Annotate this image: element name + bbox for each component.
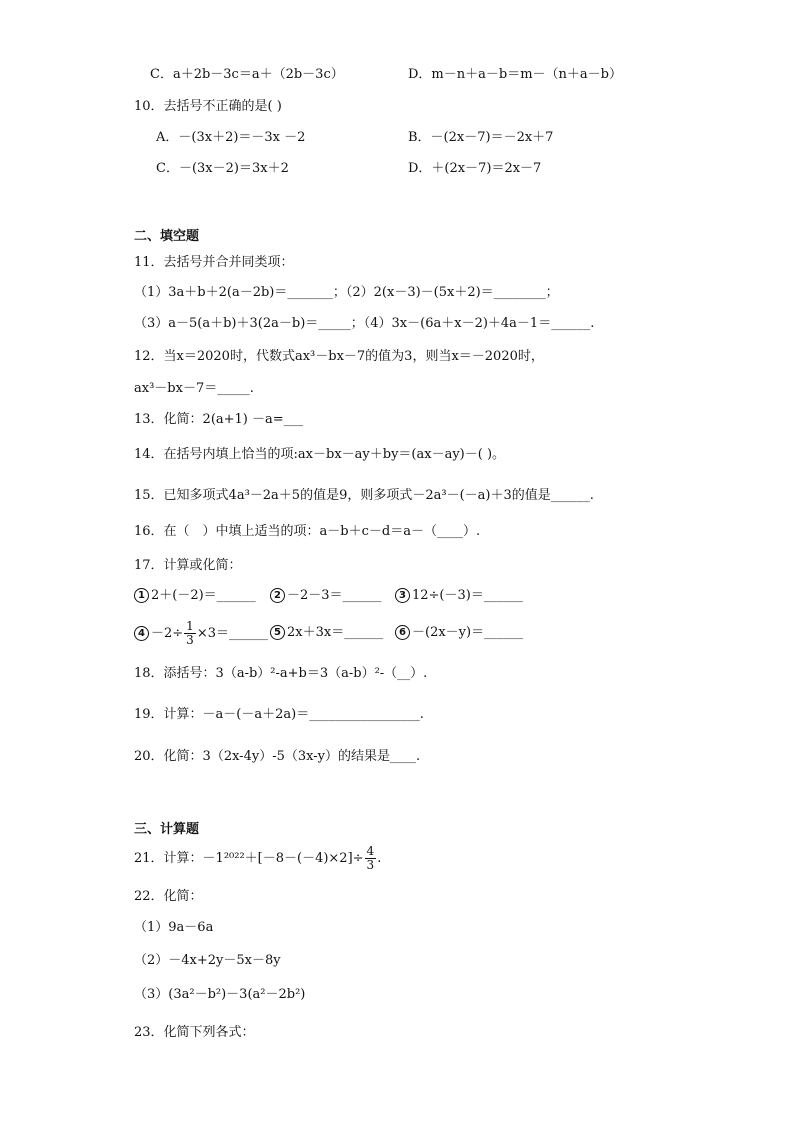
- circled-number-6: 6: [395, 625, 410, 640]
- q13: 13．化简：2(a+1) －a=___: [134, 412, 304, 427]
- q17-item-2: [270, 587, 382, 605]
- q10-option-c: C．－(3x－2)＝3x＋2: [156, 161, 289, 176]
- circled-number-2: 2: [270, 588, 285, 603]
- q17-item-3-text: 12÷(－3)＝______: [412, 588, 523, 603]
- q9-option-d: D．m－n＋a－b＝m－（n＋a－b）: [408, 67, 622, 82]
- q10-option-d: D．＋(2x－7)＝2x－7: [408, 161, 542, 176]
- q10-stem: 10．去括号不正确的是( ): [134, 99, 282, 114]
- section-fill-in-title: 二、填空题: [134, 229, 200, 244]
- q17-item-6: [395, 624, 523, 642]
- circled-number-5: 5: [270, 625, 285, 640]
- q21-expression: 21．计算：－1²⁰²²＋[－8－(－4)×2]÷: [134, 851, 364, 866]
- q17-stem: 17．计算或化简：: [134, 558, 242, 573]
- q19: 19．计算：－a－(－a＋2a)＝_________________.: [134, 707, 424, 722]
- q17-item-4-fraction: [184, 620, 196, 647]
- fraction-denominator: 3: [186, 633, 194, 647]
- q17-item-2-text: －2－3＝______: [287, 588, 382, 603]
- q12-stem: 12．当x＝2020时，代数式ax³－bx－7的值为3，则当x＝－2020时，: [134, 349, 544, 364]
- circled-number-3: 3: [395, 588, 410, 603]
- q17-item-1: [134, 587, 256, 605]
- q10-option-b: B．－(2x－7)＝－2x＋7: [408, 130, 554, 145]
- circled-number-1: 1: [134, 588, 149, 603]
- q17-item-4-pre: －2÷: [151, 626, 184, 641]
- fraction-denominator: 3: [366, 858, 375, 872]
- q21-fraction: [365, 845, 377, 872]
- q10-option-a: A．－(3x＋2)＝－3x －2: [156, 130, 306, 145]
- q20: 20．化简：3（2x-4y）-5（3x-y）的结果是____.: [134, 749, 421, 764]
- circled-number-4: 4: [134, 626, 149, 641]
- q9-option-c: C．a＋2b－3c＝a＋（2b－3c）: [150, 67, 344, 82]
- q15: 15．已知多项式4a³－2a＋5的值是9，则多项式－2a³－(－a)＋3的值是______.: [134, 488, 594, 503]
- q11-part-1-2: （1）3a＋b＋2(a－2b)＝_______；（2）2(x－3)－(5x＋2)＝________；: [134, 285, 559, 300]
- q12-blank: ax³－bx－7＝_____.: [134, 381, 254, 396]
- q17-item-4: [134, 620, 268, 647]
- q22-part-2: （2）－4x+2y－5x－8y: [134, 953, 281, 968]
- section-calculation-title: 三、计算题: [134, 822, 200, 837]
- q21: [134, 845, 381, 873]
- q17-item-6-text: －(2x－y)＝______: [412, 625, 524, 640]
- q22-stem: 22．化简：: [134, 889, 203, 904]
- q17-item-1-text: 2＋(－2)＝______: [151, 588, 256, 603]
- q11-stem: 11．去括号并合并同类项：: [134, 255, 294, 270]
- fraction-numerator: 4: [366, 844, 375, 858]
- q21-period: .: [377, 851, 382, 866]
- q17-item-4-post: ×3＝______: [196, 626, 268, 641]
- q16: 16．在（ ）中填上适当的项：a－b＋c－d＝a－（____）.: [134, 524, 481, 539]
- q23-stem: 23．化简下列各式：: [134, 1025, 255, 1040]
- q11-part-3-4: （3）a－5(a＋b)＋3(2a－b)＝_____；（4）3x－(6a＋x－2)＋4a－1＝______.: [134, 316, 595, 331]
- q17-item-5-text: 2x＋3x＝______: [287, 625, 384, 640]
- q17-item-5: [270, 624, 383, 642]
- q14: 14．在括号内填上恰当的项:ax－bx－ay＋by＝(ax－ay)－( )。: [134, 447, 506, 462]
- q22-part-3: （3）(3a²－b²)－3(a²－2b²): [134, 987, 306, 1002]
- q18: 18．添括号：3（a-b）²-a+b＝3（a-b）²-（__）.: [134, 666, 428, 681]
- fraction-numerator: 1: [186, 619, 194, 633]
- q17-item-3: [395, 587, 523, 605]
- q22-part-1: （1）9a－6a: [134, 920, 214, 935]
